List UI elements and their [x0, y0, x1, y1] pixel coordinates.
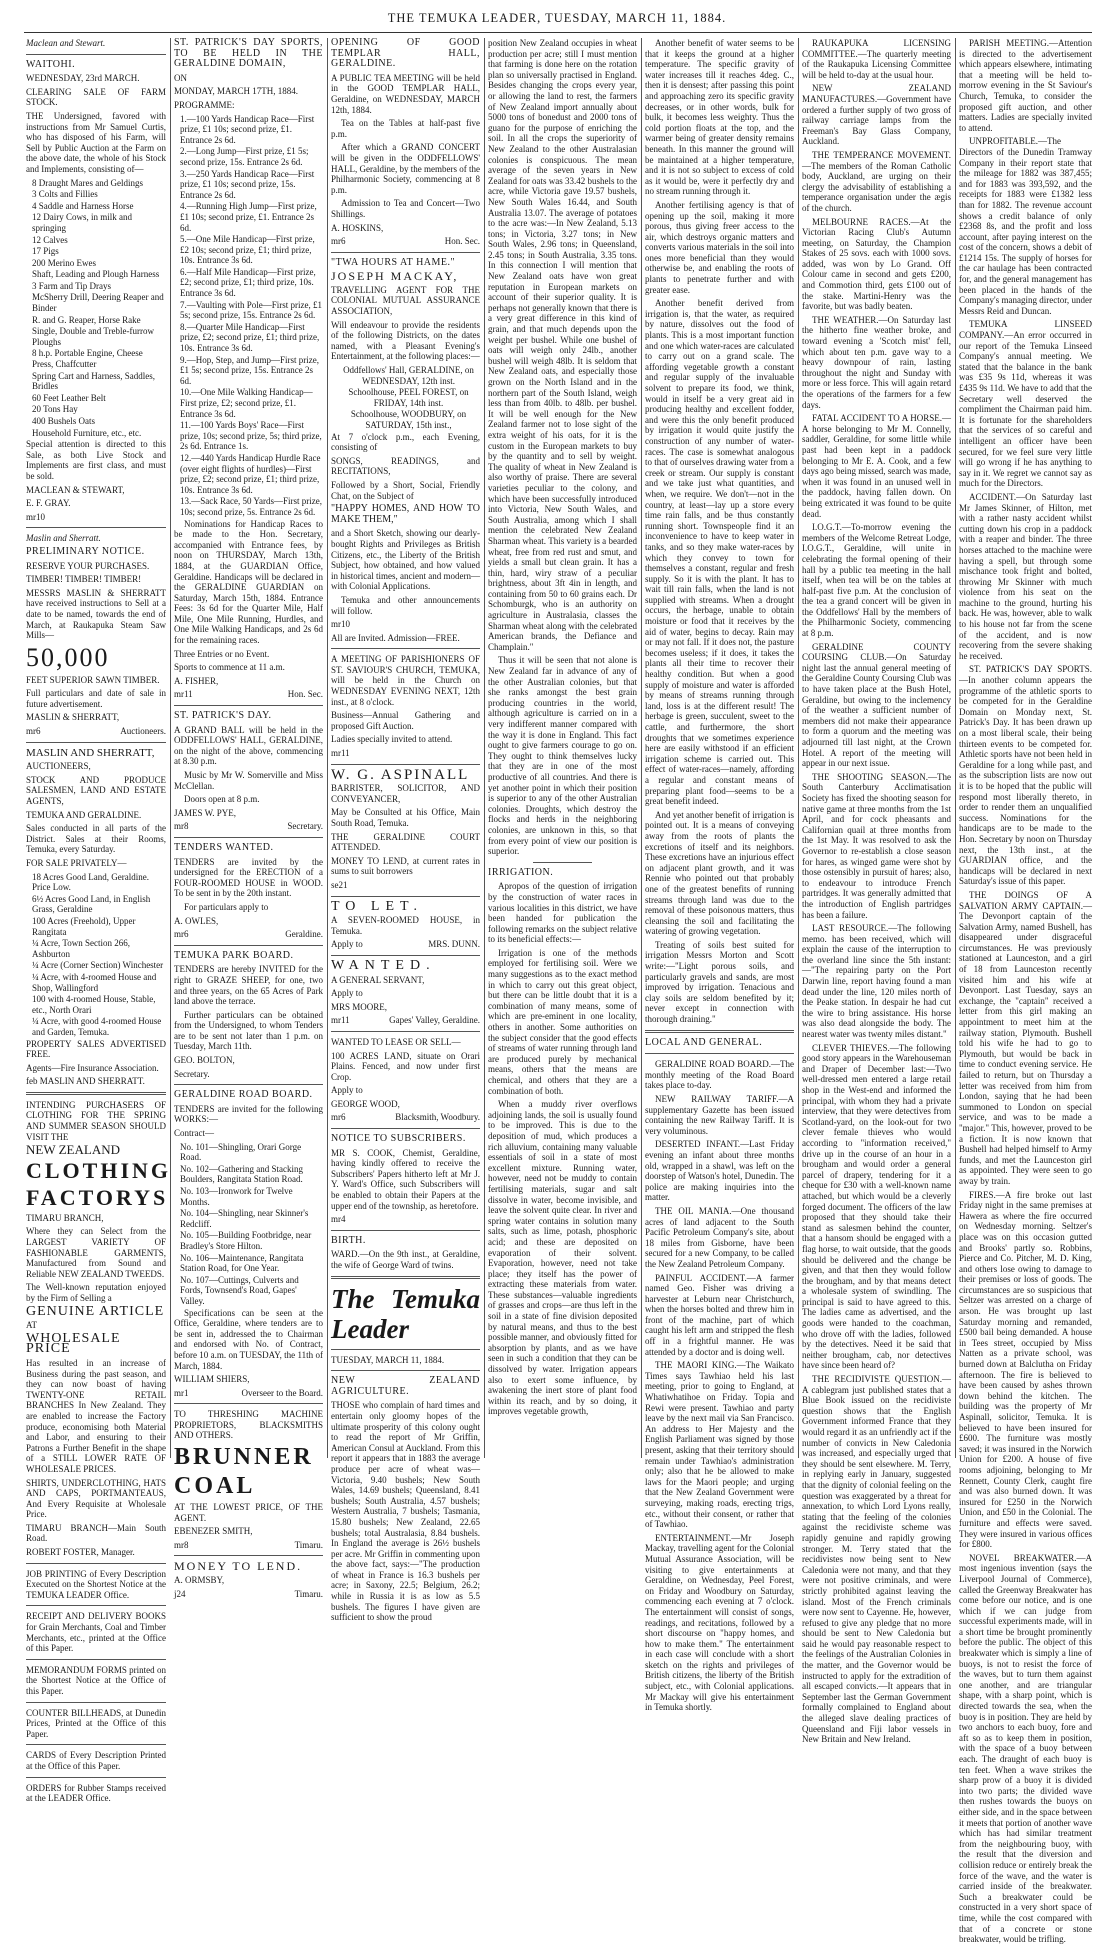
- list-item: 6½ Acres Good Land, in English Grass, Geraldine: [32, 893, 151, 915]
- ad-code: mr4: [331, 1214, 346, 1225]
- ad-signature: A. ORMSBY,: [174, 1575, 225, 1586]
- list-item: 3.—250 Yards Handicap Race—First prize, £1 10s; second prize, 15s. Entrance 2s 6d.: [180, 168, 315, 200]
- list-item: 200 Merino Ewes: [32, 257, 96, 268]
- ad-heading: NEW ZEALAND: [26, 1142, 120, 1158]
- column-6: [802, 38, 951, 1745]
- ad-place: Timaru.: [294, 1588, 323, 1599]
- ad-code: mr6: [331, 1112, 346, 1123]
- ad-role: Overseer to the Board.: [241, 1387, 323, 1398]
- timber-quantity: 50,000: [26, 642, 110, 672]
- ad-signature: JAMES W. PYE,: [174, 807, 237, 818]
- ad-body: TENDERS are hereby INVITED for the right to GRAZE SHEEP, for one, two and three years, on the 65 Acres of Park land above the terrace.: [174, 964, 323, 1007]
- news-item: THE TEMPERANCE MOVEMENT.—The members of the Roman Catholic body, Auckland, are urging on their clergy the advisability of establishing a temperance organisation under the ægis of the church.: [802, 149, 951, 213]
- ad-body: MR S. COOK, Chemist, Geraldine, having kindly offered to receive the Subscribers' Papers hitherto left at Mr J. Y. Ward's Office, such Subscribers will be enabled to obtain their Papers at the upper end of the township, as heretofore.: [331, 1147, 480, 1211]
- printing-notice: ORDERS for Rubber Stamps received at the LEADER Office.: [26, 1782, 166, 1804]
- article-body: Apropos of the question of irrigation by the construction of water races in various localities in this district, we have been handed for publication the following remarks on the subject relative to its beneficial effects:—: [488, 881, 637, 945]
- article-body: THOSE who complain of hard times and entertain only gloomy hopes of the ultimate prosperity of this colony ought to read the report of Mr Griffin, American Consul at Auckland. From this report it appears that in 1883 the average produce per acre of wheat was—Victoria, 9.40 bushels; New South Wales, 14.69 bushels; Queensland, 8.41 bushels; South Australia, 4.57 bushels; Western Australia, 7 bushels; Tasmania, 15.80 bushels; New Zealand, 22.65 bushels; total Australasia, 8.84 bushels. In England the average is 26½ bushels per acre. Mr Griffin in commenting upon the above fact, says:—"The production of wheat in France is 16.3 bushels per acre; in Saxony, 22.5; Belgium, 26.2; while in Russia it is as low as 5.5 bushels. The figures I have given are sufficient to show the proud: [331, 1400, 480, 1623]
- ad-title: "TWA HOURS AT HAME.": [331, 256, 456, 268]
- list-item: 20 Tons Hay: [32, 404, 78, 415]
- ad-place: Blacksmith, Woodbury.: [395, 1112, 480, 1123]
- ad-code: mr10: [26, 511, 45, 522]
- article-body: And yet another benefit of irrigation is pointed out. It is a means of conveying away from the roots of plants the excretions of itself and its neighbors. These excretions have an injurious effect on adjacent plant growth, and it was Rennie who pointed out that probably one of the greatest benefits of running streams through land was due to the removal of these poisonous matters, thus cleansing the soil and facilitating the watering of growing vegetation.: [645, 809, 794, 937]
- list-item: No. 102—Gathering and Stacking Boulders, Rangitata Station Road.: [180, 1163, 303, 1185]
- article-body: Another benefit derived from irrigation is, that the water, as required by nature, dissolves out the food of plants. This is a most important function and one which water-races are calculated to carry out on a grand scale. The affording vegetable growth a constant and regular supply of the invaluable solvent to prepare its food, we think, would in itself be a very great aid in producing healthy and excellent fodder, and were this the only benefit produced by irrigation it would quite justify the construction of any number of water-races. The case is somewhat analogous to that of ourselves drawing water from a creek or stream. Our supply is constant and we take just what quantities, and when, we require. We don't—not in the country, at least—lay up a store every time rain falls, and be thus constantly running short. Townspeople find it an inconvenience to have to keep water in tanks, and so they make water-races by which they convey to town for themselves a constant, regular and fresh supply. So it is with the plant. It has to wait till rain falls, when the land is not supplied with streams. When a drought occurs, the herbage, unable to obtain moisture or food that it receives by the aid of water, begins to decay. Rain may or may not fall. If it does not, the pasture becomes useless; if it does, it takes the plants all their time to recover their healthy condition. But when a good supply of moisture and water is afforded by means of streams running through land, loss is at the different result! The herbage is green, succulent, sweet to the cattle, and furthermore, the short droughts that we sometimes experience here are easily withstood if an efficient irrigation scheme is carried out. This effect of water-races—namely, affording a regular and constant means of preparing plant food—seems to be a great benefit indeed.: [645, 298, 794, 807]
- list-item: ¼ Acre, Town Section 266, Ashburton: [32, 938, 130, 959]
- ad-title: GERALDINE ROAD BOARD.: [174, 1089, 313, 1101]
- firm-place: TEMUKA AND GERALDINE.: [26, 809, 142, 820]
- firm-subtitle: STOCK AND PRODUCE SALESMEN, LAND AND ESTATE AGENTS,: [26, 774, 166, 807]
- wholesale-price: WHOLESALE PRICE: [26, 1330, 121, 1357]
- ad-title: TEMUKA PARK BOARD.: [174, 949, 294, 961]
- ad-code: mr1: [174, 1387, 189, 1398]
- list-item: 12 Dairy Cows, in milk and springing: [32, 212, 132, 233]
- list-item: 60 Feet Leather Belt: [32, 392, 106, 403]
- ad-body: A SEVEN-ROOMED HOUSE, in Temuka.: [331, 915, 480, 936]
- column-rule: [798, 38, 799, 1458]
- news-item: THE DOINGS OF A SALVATION ARMY CAPTAIN.—The Devonport captain of the Salvation Army, named Bushell, has disappeared under disgraceful circumstances. He was previously stationed at Launceston, and a girl of 18 from Launceston recently visited him and his wife at Devonport. Last Tuesday, says an exchange, the "captain" received a letter from this girl making an appointment to meet him at the railway station, Plymouth. Bushell told his wife he had to go to Plymouth, but would be back in time to conduct evening service. He failed to return, but on Thursday a letter was received from him from London, saying that he had been summoned to London on special service, and was to be made a "major." This, however, proved to be a fiction. It is now known that Bushell had helped himself to Army funds, and met the Launceston girl as appointed. They were seen to go away by train.: [959, 889, 1092, 1186]
- list-item: Oddfellows' Hall, GERALDINE, on WEDNESDAY, 12th inst.: [343, 365, 474, 386]
- news-item: ACCIDENT.—On Saturday last Mr James Skinner, of Hilton, met with a rather nasty accident whilst cutting down his crop in a paddock with a reaper and binder. The three horses attached to the machine were having a spell, but through some mischance took fright and bolted, throwing Mr Skinner with much violence from his seat on the machine to the ground, hurting his back. He was, however, able to walk to his house not far from the scene of the accident, and is now recovering from the severe shaking he received.: [959, 491, 1092, 661]
- list-item: Household Furniture, etc., etc.: [32, 427, 142, 438]
- firm-name: MASLIN AND SHERRATT,: [26, 746, 155, 759]
- ad-code: se21: [331, 879, 348, 890]
- news-item: FATAL ACCIDENT TO A HORSE.—A horse belonging to Mr M. Connelly, saddler, Geraldine, for some little while past had been kept in a paddock belonging to Mr E. A. Cook, and a few days ago being missed, search was made, when it was found in an unused well in the paddock, having fallen down. On being extricated it was found to be quite dead.: [802, 413, 951, 519]
- ad-signature: MRS MOORE,: [331, 1001, 388, 1012]
- ad-signature: MASLIN & SHERRATT,: [26, 712, 120, 723]
- page-masthead: THE TEMUKA LEADER, TUESDAY, MARCH 11, 1884.: [387, 11, 727, 25]
- ad-signature: GEO. BOLTON,: [174, 1055, 235, 1066]
- ad-body: Has resulted in an increase of Business during the past season, and they can now boast of having TWENTY-ONE RETAIL BRANCHES In New Zealand. They are enabled to increase the Factory produce, economising both Material and Labor, and ensuring to their Patrons a Further Benefit in the shape of a STILL LOWER RATE OF WHOLESALE PRICES.: [26, 1357, 166, 1474]
- list-item: 8.—Quarter Mile Handicap—First prize, £2; second prize, £1; third prize, 10s. Entrance 3s 6d.: [180, 321, 320, 354]
- ad-body: Further particulars can be obtained from the Undersigned, to whom Tenders are to be sent not later than 1 p.m. on Tuesday, March 11th.: [174, 1009, 323, 1052]
- list-item: 4.—Running High Jump—First prize, £1 10s; second prize, £1. Entrance 2s 6d.: [180, 201, 317, 233]
- list-item: 100 Acres (Freehold), Upper Rangitata: [32, 915, 136, 937]
- ad-body: The Well-known reputation enjoyed by the Firm of Selling a: [26, 1282, 166, 1303]
- list-item: 13.—Sack Race, 50 Yards—First prize, 10s; second prize, 5s. Entrance 2s 6d.: [180, 496, 322, 517]
- ad-body: TENDERS are invited by the undersigned for the ERECTION of a FOUR-ROOMED HOUSE in WOOD. To be sent in by the 20th instant.: [174, 856, 323, 899]
- news-item: LAST RESOURCE.—The following memo. has been received, which will explain the cause of the interruption to the overland line since the 5th instant:—"The repairing party on the Port Darwin line, report having found a man dead under the line, 120 miles north of the Peake station. In despair he had cut the wire to bring assistance. His horse was also dead alongside the body. The nearest water was twenty miles distant.": [802, 923, 951, 1040]
- ad-body: Admission to Tea and Concert—Two Shillings.: [331, 198, 480, 219]
- ad-signature: EBENEZER SMITH,: [174, 1526, 253, 1537]
- news-item: GERALDINE ROAD BOARD.—The monthly meeting of the Road Board takes place to-day.: [645, 1059, 794, 1091]
- brunner-title: BRUNNER: [174, 1444, 314, 1471]
- ad-body: Sales conducted in all parts of the District. Sales at their Rooms, Temuka, every Saturday.: [26, 823, 166, 855]
- news-item: THE RECIDIVISTE QUESTION.—A cablegram just published states that a Blue Book issued on the recidiviste question shows that the English Government informed France that they would regard it as an unfriendly act if the number of convicts in New Caledonia was increased, and especially urged that they should be sent elsewhere. M. Terry, in replying early in January, suggested that the dignity of colonial feeling on the question was exaggerated by a threat for annexation, to which Lord Lyons really, stating that the feeling of the colonies against the recidiviste scheme was rapidly genuine and rapidly growing stronger. M. Terry stated that the recidivistes now being sent to New Caledonia were not many, and that they were not positive criminals, and were strictly prohibited against leaving the island. Most of the French criminals were now sent to Cayenne. He, however, refused to give any pledge that no more should be sent to New Caledonia but said he would pay reasonable respect to the feelings of the Australian Colonies in the matter, and the Governor would be instructed to apply for the extradition of all escaped convicts.—It appears that in September last the German Government formally complained to England about the alleged slave dealing practices of Queensland and Fiji labor vessels in New Britain and New Ireland.: [802, 1374, 951, 1745]
- printing-notice: RECEIPT AND DELIVERY BOOKS for Grain Merchants, Coal and Timber Merchants, etc., printed at the Office of this Paper.: [26, 1611, 166, 1654]
- printing-notice: COUNTER BILLHEADS, at Dunedin Prices, Printed at the Office of this Paper.: [26, 1707, 166, 1739]
- column-rule: [484, 38, 485, 1458]
- ad-title: OPENING OF GOOD TEMPLAR HALL, GERALDINE.: [331, 37, 480, 70]
- news-item: GERALDINE COUNTY COURSING CLUB.—On Saturday night last the annual general meeting of the Geraldine County Coursing Club was to have taken place at the Bush Hotel, Geraldine, but owing to the inclemency of the weather a sufficient number of members did not make their appearance to form a quorum and the meeting was adjourned till last night, at the Crown Hotel. A report of the meeting will appear in our next issue.: [802, 641, 951, 769]
- ad-code: mr6: [26, 726, 41, 737]
- ad-signature: MRS. DUNN.: [428, 939, 480, 950]
- news-item: DESERTED INFANT.—Last Friday evening an infant about three months old, wrapped in a shawl, was left on the doorstep of Watson's hotel, Dunedin. The police are making inquiries into the matter.: [645, 1139, 794, 1203]
- column-rule: [327, 38, 328, 1458]
- ad-heading: CLEARING SALE OF FARM STOCK.: [26, 86, 166, 108]
- list-item: 12.—440 Yards Handicap Hurdle Race (over eight flights of hurdles)—First prize, £2; second prize, £1; third prize, 10s. Entrance 3s 6d.: [180, 452, 321, 495]
- column-2: [174, 37, 323, 1599]
- ad-body: Business—Annual Gathering and proposed Gift Auction.: [331, 710, 480, 731]
- ad-signature: MACLEAN & STEWART,: [26, 484, 125, 495]
- top-rule: [24, 32, 1092, 33]
- ad-code: mr11: [174, 689, 193, 700]
- article-body: Treating of soils best suited for irrigation Messrs Morton and Scott write:—"Light porous soils, and particularly gravels and sands, are most improved by irrigation. Tenacious and clay soils are seldom benefited by it; never except in connection with thorough draining.": [645, 939, 794, 1025]
- ad-role: Auctioneers.: [120, 726, 166, 737]
- list-item: No. 104—Shingling, near Skinner's Redcliff.: [180, 1208, 309, 1229]
- ad-body: Contract—: [174, 1128, 214, 1139]
- list-item: Schoolhouse, WOODBURY, on SATURDAY, 15th inst.,: [350, 409, 467, 430]
- list-item: 1.—100 Yards Handicap Race—First prize, £1 10s; second prize, £1. Entrance 2s 6d.: [180, 113, 315, 145]
- ad-body: TENDERS are invited for the following WORKS:—: [174, 1103, 323, 1125]
- ad-body: Full particulars and date of sale in future advertisement.: [26, 688, 166, 709]
- factory-title: FACTORYS: [26, 1184, 169, 1210]
- ad-code: mr11: [331, 1015, 350, 1026]
- ad-signature: A. HOSKINS,: [331, 222, 384, 233]
- agent-role: TRAVELLING AGENT FOR THE COLONIAL MUTUAL ASSURANCE ASSOCIATION,: [331, 284, 480, 317]
- ad-signature: ROBERT FOSTER, Manager.: [26, 1547, 135, 1558]
- newspaper-title: The Temuka Leader: [331, 1283, 480, 1344]
- ad-title: WAITOHI.: [26, 58, 76, 70]
- ad-on: ON: [174, 72, 187, 83]
- ad-body: AT THE LOWEST PRICE, OF THE AGENT.: [174, 1502, 323, 1523]
- column-7: [959, 38, 1092, 1945]
- ad-body: Specifications can be seen at the Office, Geraldine, where tenders are to be sent in, addressed the to Chairman and endorsed with No. of Contract, before 10 a.m. on TUESDAY, the 11th of March, 1884.: [174, 1307, 323, 1371]
- ad-place: Timaru.: [294, 1539, 323, 1550]
- ad-code: mr6: [174, 929, 189, 940]
- ad-role: Hon. Sec.: [444, 236, 480, 247]
- list-item: 18 Acres Good Land, Geraldine. Price Low.: [32, 871, 149, 893]
- article-body: position New Zealand occupies in wheat production per acre; still I must mention that farming is done here on the rotation plan so universally practised in England. Besides changing the crops every year, or allowing the land to rest, the farmers of New Zealand import annually about 5000 tons of bonedust and 2000 tons of guano for the purpose of enriching the soil. In all the crops the superiority of New Zealand to the other Australasian colonies is conspicuous. The mean average of the seven years in New Zealand for oats was 33.42 bushels to the acre, while Victoria gave 19.57 bushels, New South Wales 16.44, and South Australia 13.07. The average of potatoes to the acre was:—In New Zealand, 5.13 tons; in Victoria, 3.27 tons; in New South Wales, 2.96 tons; in Queensland, 2.45 tons; in South Australia, 3.35 tons. In this connection I will mention that New Zealand oats have won great reputation in European markets on account of their superior quality. It is perhaps not generally known that there is a very great difference in this kind of grain, and that much depends upon the weight per bushel. While one bushel of oats will weigh only 24lb., another bushel will weigh 48lb. It is seldom that New Zealand oats, and especially those grown on the North Island and in the northern part of the South Island, weigh less than from 40lb. to 48lb. per bushel. It will be well enough for the New Zealand farmer not to lose sight of the extra weight of his oats, for it is the custom in the European markets to buy by the quantity and to sell by weight. The quality of wheat in New Zealand is also worthy of praise. There are several varieties peculiar to the colony, and which have been successfully introduced into Victoria, New South Wales, and South Australia, among which I shall mention the celebrated New Zealand Sharman wheat. This variety is a bearded wheat, free from red rust and smut, and yields a small but clean grain. It has a thin, hard, wiry straw of a peculiar brightness, about 3ft 4in in length, and containing from 50 to 60 grains each. Dr Schomburgk, who is an authority on agriculture in Australasia, classes the Sharman wheat along with the celebrated American brands, the Defiance and Champlain.": [488, 38, 637, 652]
- list-item: 2.—Long Jump—First prize, £1 5s; second prize, 15s. Entrance 2s 6d.: [180, 146, 309, 167]
- news-item: NEW RAILWAY TARIFF.—A supplementary Gazette has been issued containing the new Railway Tariff. It is very voluminous.: [645, 1094, 794, 1136]
- ad-title: WANTED.: [331, 957, 436, 973]
- column-rule: [170, 38, 171, 1458]
- list-item: ¼ Acre, with 4-roomed House and Shop, Wallingford: [32, 971, 157, 993]
- news-item: TEMUKA LINSEED COMPANY.—An error occurred in our report of the Temuka Linseed Company's annual meeting. We stated that the balance in the bank was £35 9s 11d, whereas it was £435 9s 11d. We have to add that the Secretary well deserved the compliment the Chairman paid him. It is fortunate for the shareholders that the services of so careful and intelligent an officer have been secured, for we feel sure very little will go wrong if he has anything to say in it. We regret we cannot say as much for the Directors.: [959, 319, 1092, 489]
- ad-body: Temuka and other announcements will follow.: [331, 594, 480, 616]
- list-item: 11.—100 Yards Boys' Race—First prize, 10s; second prize, 5s; third prize, 2s 6d. Entrance 1s.: [180, 420, 322, 452]
- list-item: 5.—One Mile Handicap—First prize, £2 10s; second prize, £1; third prize, 10s. Entrance 3s 6d.: [180, 234, 315, 266]
- list-item: 100 with 4-roomed House, Stable, etc., North Orari: [32, 994, 156, 1015]
- ad-body: Music by Mr W. Somerville and Miss McClellan.: [174, 770, 323, 791]
- ad-body: Nominations for Handicap Races to be made to the Hon. Secretary, accompanied with Entrance fees, by noon on THURSDAY, March 13th, 1884, at the GUARDIAN Office, Geraldine. Handicaps will be declared in the GERALDINE GUARDIAN on Saturday, March 15th, 1884. Entrance Fees: 3s 6d for the Quarter Mile, Half Mile, One Mile Running, Hurdles, and One Mile Walking Handicaps, and 2s 6d for the remaining races.: [174, 518, 323, 646]
- news-item: PAINFUL ACCIDENT.—A farmer named Geo. Fisher was driving a harvester at Leburn near Christchurch, when the horses bolted and threw him in front of the machine, part of which caught his left arm and stripped the flesh off in a frightful manner. He was attended by a doctor and is doing well.: [645, 1272, 794, 1357]
- ad-body: Agents—Fire Insurance Association.: [26, 1062, 159, 1073]
- list-item: 10.—One Mile Walking Handicap—First prize, £2; second prize, £1. Entrance 3s 6d.: [180, 387, 313, 419]
- ad-body: Sports to commence at 11 a.m.: [174, 662, 285, 673]
- list-item: 17 Pigs: [32, 246, 59, 257]
- sports-programme: [174, 114, 323, 518]
- ad-body: Special attention is directed to this Sale, as both Live Stock and Implements are first class, and must be sold.: [26, 439, 166, 481]
- ad-body: At 7 o'clock p.m., each Evening, consisting of: [331, 431, 480, 453]
- list-item: Shaft, Leading and Plough Harness: [32, 269, 160, 280]
- section-title: LOCAL AND GENERAL.: [645, 1036, 763, 1048]
- stock-list: [26, 178, 166, 439]
- ad-heading: PROPERTY SALES ADVERTISED FREE.: [26, 1038, 166, 1060]
- ad-body: All are Invited. Admission—FREE.: [331, 632, 460, 643]
- ad-code: j24: [174, 1588, 186, 1599]
- news-item: MELBOURNE RACES.—At the Victorian Racing Club's Autumn meeting, on Saturday, the Champion Stakes of 25 sovs. each with 1000 sovs. added, was won by Lo Grand. Off Colour came in second and gets £200, and Commotion third, gets £100 out of the stake. Martini-Henry was the favorite, but was badly beaten.: [802, 216, 951, 312]
- list-item: 8 Draught Mares and Geldings: [32, 177, 143, 188]
- ad-place: Gapes' Valley, Geraldine.: [389, 1015, 480, 1026]
- solicitor-role: BARRISTER, SOLICITOR, AND CONVEYANCER,: [331, 783, 480, 804]
- ad-title: MONEY TO LEND.: [174, 1559, 303, 1574]
- list-item: 7.—Vaulting with Pole—First prize, £1 5s; second prize, 15s. Entrance 2s 6d.: [180, 299, 322, 321]
- ad-apply: Apply to: [331, 988, 363, 999]
- news-item: PARISH MEETING.—Attention is directed to the advertisement which appears elsewhere, intimating that a meeting will be held to-morrow evening in the St Saviour's Church, Temuka, to consider the proposed gift auction, and other matters. Ladies are specially invited to attend.: [959, 38, 1092, 133]
- agent-name: JOSEPH MACKAY,: [331, 269, 459, 284]
- ad-code: mr8: [174, 821, 189, 832]
- list-item: No. 106—Maintenance, Rangitata Station Road, for One Year.: [180, 1252, 304, 1274]
- ad-title: WANTED TO LEASE OR SELL—: [331, 1036, 461, 1047]
- ad-body: THE GERALDINE COURT ATTENDED.: [331, 831, 480, 853]
- list-item: McSherry Drill, Deering Reaper and Binder: [32, 292, 164, 314]
- news-item: RAUKAPUKA LICENSING COMMITTEE.—The quarterly meeting of the Raukapuka Licensing Committee will be held to-day at the usual hour.: [802, 38, 951, 80]
- branch-address: TIMARU BRANCH—Main South Road.: [26, 1522, 166, 1544]
- ad-body: and a Short Sketch, showing our dearly-bought Rights and Privileges as British Citizens, etc., the Liberty of the British Subject, how obtained, and how valued in historical times, ancient and modern—with Colonial Applications.: [331, 528, 480, 592]
- ad-body: May be Consulted at his Office, Main South Road, Temuka.: [331, 807, 480, 828]
- ad-signature: E. F. GRAY.: [26, 498, 71, 509]
- ad-heading: SONGS, READINGS, and RECITATIONS,: [331, 455, 480, 477]
- ad-heading: TO THRESHING MACHINE PROPRIETORS, BLACKSMITHS AND OTHERS.: [174, 1409, 323, 1441]
- list-item: 6.—Half Mile Handicap—First prize, £2; second prize, £1; third prize, 10s. Entrance 3s 6d.: [180, 266, 316, 299]
- solicitor-name: W. G. ASPINALL: [331, 766, 470, 783]
- branch-name: TIMARU BRANCH,: [26, 1212, 104, 1223]
- ad-body: A PUBLIC TEA MEETING will be held in the GOOD TEMPLAR HALL, Geraldine, on WEDNESDAY, MARCH 12th, 1884.: [331, 72, 480, 115]
- news-item: THE SHOOTING SEASON.—The South Canterbury Acclimatisation Society has fixed the shooting season for native game at three months from the 1st April, and for cock pheasants and Californian quail at three months from the 1st May. It was resolved to ask the Governor to re-establish a close season for hares, as winged game were shot by those ostensibly in pursuit of hares; also, to endeavour to introduce French partridges. It was generally admitted that the introduction of English partridges has been a failure.: [802, 771, 951, 920]
- ad-signature: A. OWLES,: [174, 915, 219, 926]
- ad-body: 100 ACRES LAND, situate on Orari Plains. Fenced, and now under first Crop.: [331, 1050, 480, 1082]
- news-item: ST. PATRICK'S DAY SPORTS.—In another column appears the programme of the athletic sports to be competed for in the Geraldine Domain on Monday next, St. Patrick's Day. It has been drawn up on a most liberal scale, their being thirteen events to be competed for. Athletic sports have not been held in Geraldine for a long while past, and as the subscription lists are now out it is to be hoped that the public will respond most liberally thereto, in order to render them an unqualified success. Nominations for the handicaps are to be made to the Hon. Secretary by noon on Thursday next, the 13th inst., at the GUARDIAN office, and the handicaps will be declared in next Saturday's issue of this paper.: [959, 664, 1092, 887]
- auctioneer-signature: Maslin and Sherratt.: [26, 533, 101, 544]
- ad-apply: Apply to: [331, 939, 363, 950]
- ad-body: A GRAND BALL will be held in the ODDFELLOWS' HALL, GERALDINE, on the night of the above, commencing at 8.30 p.m.: [174, 724, 323, 767]
- ad-title: TO LET.: [331, 898, 424, 914]
- ad-role: Secretary.: [174, 1068, 210, 1079]
- news-item: THE MAORI KING.—The Waikato Times says Tawhiao held his last meeting, prior to going to England, at Whatiwhatihoe on Friday. Topia and Rewi were present. Tawhiao and party leave by the next mail via San Francisco. An address to Her Majesty and the English Parliament was signed by those present, asking that their territory should remain under Tawhiao's administration only; also that he be allowed to make laws for the Maori people; and urging that the New Zealand Government were surveying, making roads, erecting trigs, etc., without their consent, or rather that of Tawhiao.: [645, 1360, 794, 1530]
- news-item: NEW ZEALAND MANUFACTURES.—Government have ordered a further supply of two gross of railway carriage lamps from the Freeman's Bay Glass Company, Auckland.: [802, 83, 951, 147]
- ad-title: NOTICE TO SUBSCRIBERS.: [331, 1133, 466, 1145]
- news-item: NOVEL BREAKWATER.—A most ingenious invention (says the Liverpool Journal of Commerce), called the Greenway Breakwater has come before our notice, and is one which if we can judge from successful experiments made, will in a short time be brought prominently before the public. The object of this breakwater which is simply a line of buoys, is not to resist the force of the waves, but to turn them against one another, and are triangular shape, with a sharp point, which is directed towards the sea, when the buoy is in position. They are held by two anchors to each buoy, fore and aft so as to keep them in position, with the space of a buoy between each. The draught of each buoy is ten feet. When a wave strikes the sharp prow of a buoy it is divided into two parts; the divided wave then rushes towards the buoys on either side, and in the space between it meets that portion of another wave which has had similar treatment from the neighbouring buoy, with the result that the diversion and collision reduce or entirely break the force of the wave, and the water is carried inside of the breakwater. Such a breakwater could be constructed in a very short space of time, while the cost compared with that of a concrete or stone breakwater, would be trifling.: [959, 1552, 1092, 1945]
- ad-body: Three Entries or no Event.: [174, 648, 270, 659]
- ad-title: TENDERS WANTED.: [174, 841, 274, 853]
- ad-role: Secretary.: [287, 821, 323, 832]
- column-3: [331, 37, 480, 1623]
- ad-heading: RESERVE YOUR PURCHASES.: [26, 560, 150, 571]
- ad-body: MONEY TO LEND, at current rates in sums to suit borrowers: [331, 855, 480, 877]
- ad-signature: feb MASLIN AND SHERRATT.: [26, 1076, 145, 1087]
- ad-date: MONDAY, MARCH 17TH, 1884.: [174, 86, 299, 97]
- list-item: 400 Bushels Oats: [32, 416, 95, 426]
- list-item: Schoolhouse, PEEL FOREST, on FRIDAY, 14th inst.: [348, 387, 469, 408]
- list-item: Single, Double and Treble-furrow Ploughs: [32, 326, 154, 347]
- coal-title: COAL: [174, 1473, 256, 1500]
- article-title: NEW ZEALAND AGRICULTURE.: [331, 1375, 480, 1397]
- ad-body: A GENERAL SERVANT,: [331, 974, 425, 985]
- ad-heading: TIMBER! TIMBER! TIMBER!: [26, 574, 142, 585]
- ad-body: For particulars apply to: [184, 901, 269, 912]
- article-body: When a muddy river overflows adjoining lands, the soil is usually found to be improved. This is due to the deposition of mud, which produces a rich alluvium, containing many valuable essentials of soil in a state of most excellent mixture. Running water, however, need not be muddy to contain fertilising materials, sugar and salt dissolve in water, become invisible, and leave the solvent quite clear. In river and spring water contains in solution many salts, such as lime, potash, phosphoric acid; and these are deposited on evaporation of their solvent. Evaporation, however, need not take place; they itself has the power of extracting these materials from water. These substances—valuable ingredients of grasses and crops—are thus left in the soil in a state of fine division deposited by natural means, and thus to the best possible manner, and obviously fitted for absorption by plants, and as we have seen in such a condition that they can be dissolved by water. Irrigation appears also to exert some influence, by awakening the inert store of plant food within its reach, and by so doing, it improves vegetable growth,: [488, 1099, 637, 1417]
- article-body: Another fertilising agency is that of opening up the soil, making it more porous, thus giving freer access to the air, which destroys organic matters and converts various materials in the soil into ones more beneficial than they would otherwise be, and enabling the roots of plants to penetrate further and with greater ease.: [645, 199, 794, 295]
- printing-notice: CARDS of Every Description Printed at the Office of this Paper.: [26, 1750, 166, 1771]
- list-item: 4 Saddle and Harness Horse: [32, 200, 134, 211]
- list-item: No. 105—Building Footbridge, near Bradley's Store Hilton.: [180, 1230, 312, 1251]
- article-body: Thus it will be seen that not alone is New Zealand far in advance of any of the other Australian colonies, but that she ranks amongst the best grain producing countries in the world, although agriculture is carried on in a very indifferent manner compared with the way it is done in England. This fact ought to give farmers courage to go on. They ought to think themselves lucky that they are in one of the most productive of all countries. And there is yet another point in which their position is superior to any of the other Australian colonies. Droughts, which destroy the flocks and herds in the neighboring colonies, are unknown in this, so that from every point of view our position is superior.: [488, 655, 637, 857]
- list-item: No. 101—Shingling, Orari Gorge Road.: [180, 1141, 302, 1163]
- column-5: [645, 38, 794, 1713]
- list-item: ¼ Acre (Corner Section) Winchester: [32, 960, 164, 971]
- ad-body: Followed by a Short, Social, Friendly Chat, on the Subject of: [331, 479, 480, 501]
- printing-notice: MEMORANDUM FORMS printed on the Shortest Notice at the Office of this Paper.: [26, 1664, 166, 1696]
- property-list: [26, 872, 166, 1038]
- ad-signature: WILLIAM SHIERS,: [174, 1374, 250, 1385]
- ad-code: mr11: [331, 748, 350, 759]
- ad-body: After which a GRAND CONCERT will be given in the ODDFELLOWS' HALL, Geraldine, by the members of the Philharmonic Society, commencing at 8 p.m.: [331, 142, 480, 195]
- ad-body: SHIRTS, UNDERCLOTHING, HATS AND CAPS, PORTMANTEAUS, And Every Requisite at Wholesale Price.: [26, 1477, 166, 1520]
- ad-code: mr10: [331, 619, 350, 630]
- ad-heading: PROGRAMME:: [174, 99, 235, 110]
- list-item: 3 Farm and Tip Drays: [32, 280, 112, 291]
- ad-signature: A. FISHER,: [174, 675, 219, 686]
- list-item: R. and G. Reaper, Horse Rake: [32, 314, 141, 325]
- column-1: [26, 38, 172, 1804]
- ad-body: A MEETING OF PARISHIONERS OF ST. SAVIOUR'S CHURCH, TEMUKA, will be held in the Church on WEDNESDAY EVENING NEXT, 12th inst., at 8 o'clock.: [331, 654, 480, 707]
- article-body: Another benefit of water seems to be that it keeps the ground at a higher temperature. The specific gravity of water increases till it reaches 4deg. C., then it is densest; after passing this point and approaching zero its specific gravity decreases, or in other words, bulk for bulk, it becomes less weighty. Thus the cold portion floats at the top, and the warmer being of greater density remains beneath. In this manner the ground will be maintained at a higher temperature, and it is not so subject to excess of cold as it would be, were it perfectly dry and no stream running through it.: [645, 38, 794, 197]
- firm-role: AUCTIONEERS,: [26, 761, 91, 772]
- list-item: 8 h.p. Portable Engine, Cheese Press, Chaffcutter: [32, 348, 143, 370]
- list-item: ¼ Acre, with good 4-roomed House and Garden, Temuka.: [32, 1016, 162, 1037]
- news-item: UNPROFITABLE.—The Directors of the Dunedin Tramway Company in their report state that the mileage for 1882 was 387,455; and for 1883 was 393,592, and the receipts for 1883 were £1382 less than for 1882. The revenue account shows a credit balance of only £2368 8s, and the profit and loss account, after paying interest on the cost of the concern, shows a debit of £1214 15s. The supply of horses for the car haulage has been contracted for, and the general management has been placed in the hands of the Company's managing director, under Messrs Reid and Duncan.: [959, 136, 1092, 316]
- ad-date: WEDNESDAY, 23rd MARCH.: [26, 73, 140, 84]
- ad-body: Doors open at 8 p.m.: [184, 794, 260, 805]
- ad-heading: "HAPPY HOMES, AND HOW TO MAKE THEM,": [331, 503, 480, 525]
- ad-apply: Apply to: [331, 1085, 363, 1096]
- column-rule: [641, 38, 642, 1458]
- news-item: THE OIL MANIA.—One thousand acres of land adjacent to the South Pacific Petroleum Company's site, about 18 miles from Gisborne, have been secured for a new Company, to be called the New Zealand Petroleum Company.: [645, 1205, 794, 1269]
- ad-body: Tea on the Tables at half-past five p.m.: [331, 118, 480, 139]
- list-item: Spring Cart and Harness, Saddles, Bridles: [32, 370, 155, 392]
- ad-title: PRELIMINARY NOTICE.: [26, 545, 145, 557]
- issue-date: TUESDAY, MARCH 11, 1884.: [331, 1354, 445, 1365]
- ad-role: Hon. Sec.: [287, 689, 323, 700]
- ad-heading: FEET SUPERIOR SAWN TIMBER.: [26, 674, 160, 685]
- ad-body: MESSRS MASLIN & SHERRATT have received instructions to Sell at a date to be named, towards the end of March, at Raukapuka Steam Saw Mills—: [26, 587, 166, 641]
- ad-body: Where they can Select from the LARGEST VARIETY OF FASHIONABLE GARMENTS, Manufactured from Sound and Reliable NEW ZEALAND TWEEDS.: [26, 1226, 166, 1279]
- news-item: I.O.G.T.—To-morrow evening the members of the Welcome Retreat Lodge, I.O.G.T., Geraldine, will unite in celebrating the formal opening of their hall by a public tea meeting in the hall itself, when tea will be on the tables at half-past five p.m. At the conclusion of the tea a grand concert will be given in the Oddfellows' Hall by the members of the Philharmonic Society, commencing at 8 p.m.: [802, 522, 951, 639]
- list-item: 9.—Hop, Step, and Jump—First prize, £1 5s; second prize, 15s. Entrance 2s 6d.: [180, 354, 319, 386]
- ad-body: Will endeavour to provide the residents of the following Districts, on the dates named, with a Pleasant Evening's Entertainment, at the following places:—: [331, 319, 480, 362]
- ad-body: INTENDING PURCHASERS OF CLOTHING FOR THE SPRING AND SUMMER SEASON SHOULD VISIT THE: [26, 1099, 166, 1142]
- contract-list: [174, 1142, 323, 1307]
- news-item: FIRES.—A fire broke out last Friday night in the same premises at Hawera as where the fire occurred on Wednesday morning. Seltzer's place was on this occasion gutted and Brooks' partly so. Robbins, Pierce and Co. Pitcher, M. D. King, and others lose owing to damage to their premises or loss of goods. The circumstances are so suspicious that Seltzer was arrested on a charge of arson. He was brought up last Saturday morning and remanded, £500 bail being demanded. A house in Tees street, occupied by Miss Natten as a private school, was burned down at Balclutha on Friday afternoon. The fire is believed to have been caused by ashes thrown down behind the kitchen. The building was the property of Mr Aspinall, solicitor, Temuka. It is believed to have been insured for £600. The furniture was mostly saved; it was insured in the Norwich Union for £200. A house of five rooms adjoining, belonging to Mr Rennett, County Clerk, caught fire and was also burned down. It was insured for £250 in the Norwich Union, and £50 in the Colonial. The furniture and effects were saved. They were insured in various offices for £800.: [959, 1189, 1092, 1550]
- ad-at: AT: [26, 1320, 37, 1331]
- list-item: No. 107—Cuttings, Culverts and Fords, Townsend's Road, Gapes' Valley.: [180, 1274, 299, 1306]
- news-item: ENTERTAINMENT.—Mr Joseph Mackay, travelling agent for the Colonial Mutual Assurance Association, will be visiting to give entertainments at Geraldine, on Wednesday, Peel Forest, on Friday and Woodbury on Saturday, commencing each evening at 7 o'clock. The entertainment will consist of songs, readings, and recitations, followed by a short discourse on "happy homes, and how to make them." The entertainment in each case will conclude with a short sketch on the rights and privileges of British citizens, the liberty of the British subject, etc., with Colonial applications. Mr Mackay will give his entertainment in Temuka shortly.: [645, 1532, 794, 1713]
- article-body: Irrigation is one of the methods employed for fertilising soil. Were we many suggestions as to the exact method in which to carry out this great object, but there can be little doubt that it is a combination of many means, some of which are pre-eminent in one locality, others in another. Some authorities on the subject consider that the good effects of streams of water running through land are produced purely by mechanical means, others that the means are chemical, and others that they are a combination of both.: [488, 947, 637, 1096]
- ad-body: WARD.—On the 9th inst., at Geraldine, the wife of George Ward of twins.: [331, 1249, 480, 1270]
- venue-list: [331, 365, 480, 431]
- column-rule: [955, 38, 956, 1458]
- ad-code: mr6: [331, 236, 346, 247]
- article-title: IRRIGATION.: [488, 866, 554, 878]
- printing-notice: JOB PRINTING of Every Description Executed on the Shortest Notice at the TEMUKA LEADER Office.: [26, 1568, 166, 1600]
- list-item: 3 Colts and Fillies: [32, 189, 98, 200]
- ad-body: Ladies specially invited to attend.: [331, 734, 453, 745]
- auctioneer-signature: Maclean and Stewart.: [26, 38, 106, 48]
- list-item: 12 Calves: [32, 234, 68, 245]
- news-item: THE WEATHER.—On Saturday last the hitherto fine weather broke, and toward evening a 'Scotch mist' fell, which about ten p.m. gave way to a heavy downpour of rain, lasting throughout the night and Sunday with more or less force. This will again retard the operations of the farmers for a few days.: [802, 314, 951, 410]
- ad-title: ST. PATRICK'S DAY SPORTS, TO BE HELD IN THE GERALDINE DOMAIN,: [174, 37, 323, 70]
- list-item: No. 103—Ironwork for Twelve Months.: [180, 1186, 293, 1207]
- ad-code: mr8: [174, 1539, 189, 1550]
- clothing-title: CLOTHING: [26, 1157, 172, 1183]
- ad-body: THE Undersigned, favored with instructions from Mr Samuel Curtis, who has disposed of his Farm, will Sell by Public Auction at the Farm on the above date, the whole of his Stock and Implements, consisting of—: [26, 110, 166, 174]
- ad-signature: GEORGE WOOD,: [331, 1098, 400, 1109]
- ad-title: BIRTH.: [331, 1234, 366, 1246]
- ad-title: ST. PATRICK'S DAY.: [174, 710, 272, 722]
- ad-place: Geraldine.: [285, 929, 323, 940]
- genuine-article: GENUINE ARTICLE: [26, 1303, 165, 1319]
- news-item: CLEVER THIEVES.—The following good story appears in the Warehouseman and Draper of December last:—Two well-dressed men entered a large retail shop in the West-end and informed the principal, with whom they had a private interview, that they were detectives from Scotland-yard, on the look-out for two clever female thieves who would according to "information received," drive up in the course of an hour in a brougham and would order a general parcel of drapery, tendering for it a cheque for £30 with a well-known name attached, but which would be a cleverly forged document. The officers of the law proposed that they should take their stand as salesmen behind the counter, that a hansom should be engaged with a flag horse, to wait outside, that the goods should be delivered and the change be given, and that then they would follow the brougham, and by that means detect a wholesale system of swindling. The principal is said to have agreed to this. The ladies came as advertised, and the goods were handed to the coachman, who drove off with the ladies, followed by the detectives. Need it be said that neither brougham, cab, nor detectives have since been heard of?: [802, 1042, 951, 1371]
- column-4: [488, 38, 637, 1456]
- ad-heading: FOR SALE PRIVATELY—: [26, 858, 127, 868]
